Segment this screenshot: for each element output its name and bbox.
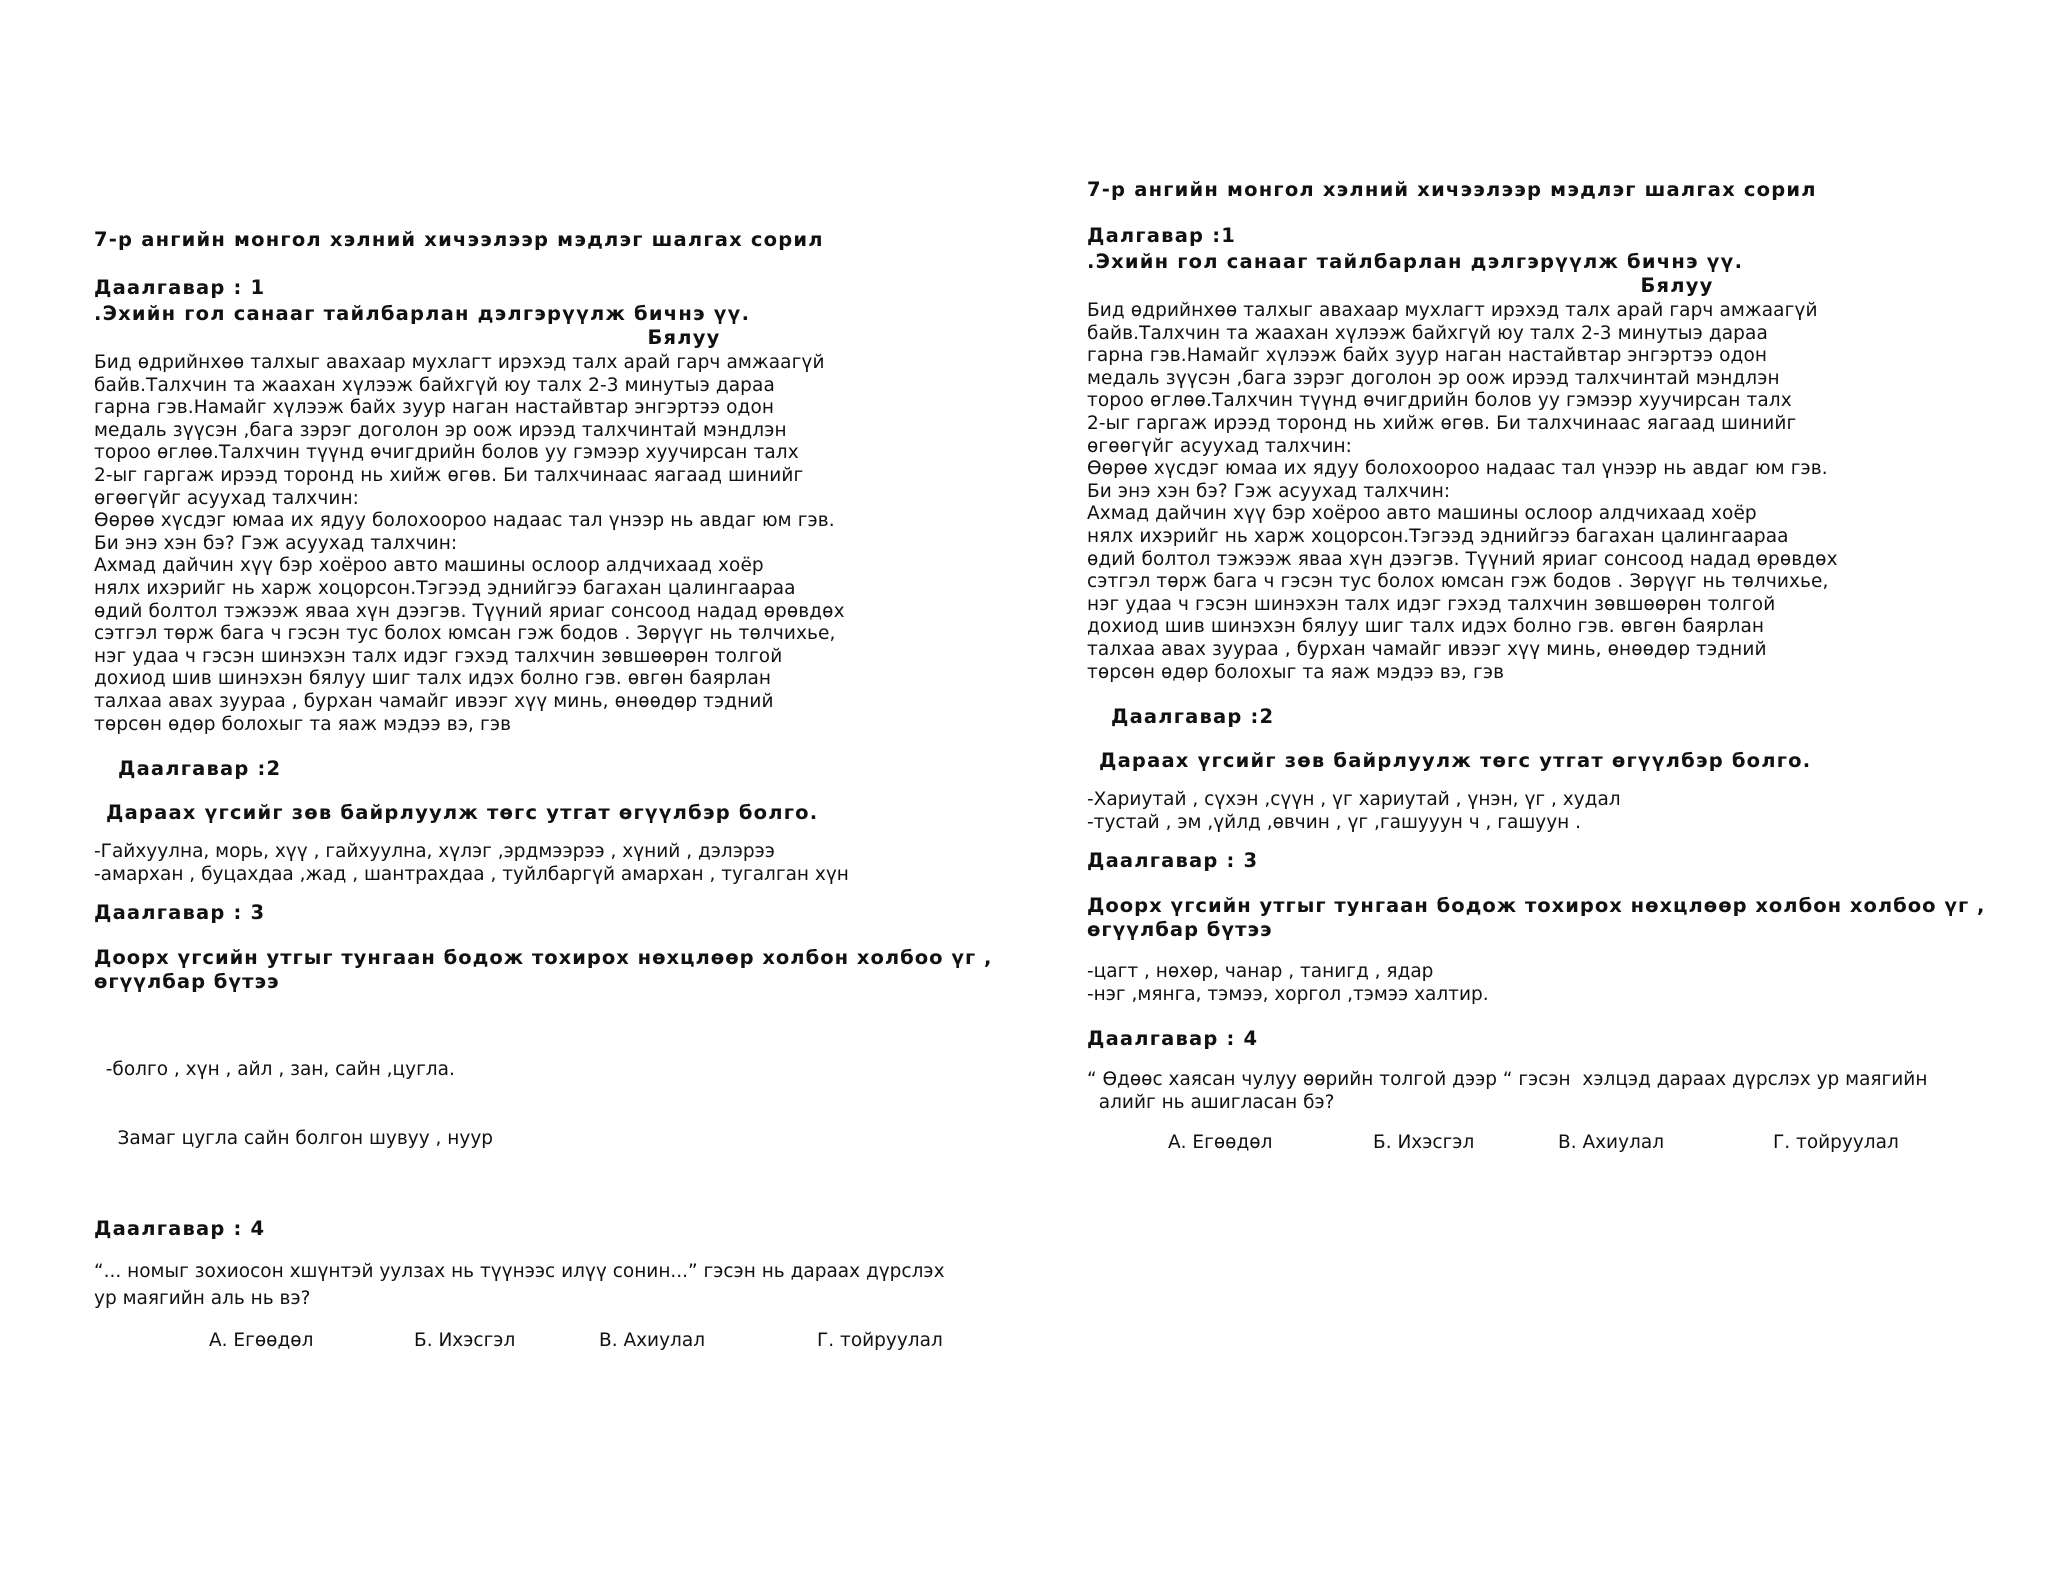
page-title: 7-р ангийн монгол хэлний хичээлээр мэдлэг шалгах сорил [94,228,824,251]
story-title: Бялуу [647,326,721,349]
task1-instruction: .Эхийн гол санааг тайлбарлан дэлгэрүүлж бичнэ үү. [1087,250,1744,273]
story-line: нялх ихэрийг нь харж хоцорсон.Тэгээд эднийгээ багахан цалингаараа [94,577,796,599]
task1-instruction: .Эхийн гол санааг тайлбарлан дэлгэрүүлж бичнэ үү. [94,302,751,325]
story-line: төрсөн өдөр болохыг та яаж мэдээ вэ, гэв [1087,661,1505,683]
option-d[interactable]: Г. тойруулал [817,1330,943,1352]
word-line: Замаг цугла сайн болгон шувуу , нуур [94,1128,494,1150]
story-line: өгөөгүйг асуухад талхчин: [1087,435,1352,457]
word-line: -амархан , буцахдаа ,жад , шантрахдаа , туйлбаргүй амархан , тугалган хүн [94,864,849,886]
story-line: тороо өглөө.Талхчин түүнд өчигдрийн болов уу гэмээр хуучирсан талх [1087,390,1792,412]
question-line: ур маягийн аль нь вэ? [94,1288,311,1310]
option-b[interactable]: Б. Ихэсгэл [414,1330,516,1352]
task3-instruction-line: өгүүлбар бүтээ [94,970,280,994]
story-line: өдий болтол тэжээж яваа хүн дээгэв. Түүний яриаг сонсоод надад өрөвдөх [1087,548,1838,570]
task3-instruction-line: Доорх үгсийн утгыг тунгаан бодож тохирох нөхцлөөр холбон холбоо үг , [1087,894,1986,918]
task4-header: Даалгавар : 4 [94,1217,266,1241]
answer-options [1087,1132,2027,1153]
story-line: талхаа авах зуураа , бурхан чамайг ивээг хүү минь, өнөөдөр тэдний [1087,638,1767,660]
story-line: сэтгэл төрж бага ч гэсэн тус болох юмсан гэж бодов . Зөрүүг нь төлчихье, [94,623,836,645]
story-line: нэг удаа ч гэсэн шинэхэн талх идэг гэхэд талхчин зөвшөөрөн толгой [94,645,783,667]
task2-header: Даалгавар :2 [118,757,282,781]
task2-words [1087,788,2027,834]
story-line: Өөрөө хүсдэг юмаа их ядуу болохоороо надаас тал үнээр нь авдаг юм гэв. [94,510,835,532]
task3-header: Даалгавар : 3 [1087,849,1259,873]
story-line: нэг удаа ч гэсэн шинэхэн талх идэг гэхэд талхчин зөвшөөрөн толгой [1087,593,1776,615]
word-line: -тустай , эм ,үйлд ,өвчин , үг ,гашууун ч , гашуун . [1087,812,1582,834]
story-line: өгөөгүйг асуухад талхчин: [94,487,359,509]
task2-words [94,840,1034,886]
task3-words [1087,960,2027,1006]
task3-words [94,1012,1034,1196]
story-line: Ахмад дайчин хүү бэр хоёроо авто машины ослоор алдчихаад хоёр [1087,503,1757,525]
story-text [94,352,1034,736]
task3-instruction [94,946,1034,994]
story-line: 2-ыг гаргаж ирээд торонд нь хийж өгөв. Би талхчинаас яагаад шинийг [94,464,804,486]
word-line: -нэг ,мянга, тэмээ, хоргол ,тэмээ халтир. [1087,984,1489,1006]
option-a[interactable]: А. Егөөдөл [209,1330,314,1352]
story-line: байв.Талхчин та жаахан хүлээж байхгүй юу талх 2-3 минутыэ дараа [94,374,775,396]
task2-header: Даалгавар :2 [1111,705,1275,729]
option-b[interactable]: Б. Ихэсгэл [1373,1132,1475,1154]
answer-options [94,1330,1034,1351]
story-line: медаль зүүсэн ,бага зэрэг доголон эр оож ирээд талхчинтай мэндлэн [1087,367,1780,389]
story-line: Бид өдрийнхөө талхыг авахаар мухлагт ирэхэд талх арай гарч амжаагүй [94,352,825,373]
question-line: “... номыг зохиосон хшүнтэй уулзах нь түүнээс илүү сонин...” гэсэн нь дараах дүрслэх [94,1261,945,1283]
story-line: байв.Талхчин та жаахан хүлээж байхгүй юу талх 2-3 минутыэ дараа [1087,322,1768,344]
task2-instruction: Дараах үгсийг зөв байрлуулж төгс утгат өгүүлбэр болго. [1099,749,1812,773]
task3-header: Даалгавар : 3 [94,901,266,925]
story-line: өдий болтол тэжээж яваа хүн дээгэв. Түүний яриаг сонсоод надад өрөвдөх [94,600,845,622]
word-line: -болго , хүн , айл , зан, сайн ,цугла. [94,1059,455,1081]
story-line: Бид өдрийнхөө талхыг авахаар мухлагт ирэхэд талх арай гарч амжаагүй [1087,300,1818,321]
option-c[interactable]: В. Ахиулал [599,1330,706,1352]
option-a[interactable]: А. Егөөдөл [1168,1132,1273,1154]
right-test-sheet [1087,178,2027,1153]
task3-instruction-line: өгүүлбар бүтээ [1087,918,1273,942]
task3-instruction-line: Доорх үгсийн утгыг тунгаан бодож тохирох нөхцлөөр холбон холбоо үг , [94,946,993,970]
question-line: “ Өдөөс хаясан чулуу өөрийн толгой дээр “ гэсэн хэлцэд дараах дүрслэх ур маягийн [1087,1069,1928,1091]
task2-instruction: Дараах үгсийг зөв байрлуулж төгс утгат өгүүлбэр болго. [106,801,819,825]
story-line: нялх ихэрийг нь харж хоцорсон.Тэгээд эднийгээ багахан цалингаараа [1087,525,1789,547]
story-line: талхаа авах зуураа , бурхан чамайг ивээг хүү минь, өнөөдөр тэдний [94,690,774,712]
story-line: дохиод шив шинэхэн бялуу шиг талх идэх болно гэв. өвгөн баярлан [1087,616,1765,638]
story-line: Би энэ хэн бэ? Гэж асуухад талхчин: [1087,480,1451,502]
story-line: Өөрөө хүсдэг юмаа их ядуу болохоороо надаас тал үнээр нь авдаг юм гэв. [1087,458,1828,480]
option-c[interactable]: В. Ахиулал [1558,1132,1665,1154]
left-test-sheet [94,228,1034,1351]
word-line: -Гайхуулна, морь, хүү , гайхуулна, хүлэг ,эрдмээрээ , хүний , дэлэрээ [94,841,775,863]
option-d[interactable]: Г. тойруулал [1773,1132,1899,1154]
story-line: Ахмад дайчин хүү бэр хоёроо авто машины ослоор алдчихаад хоёр [94,555,764,577]
story-line: 2-ыг гаргаж ирээд торонд нь хийж өгөв. Би талхчинаас яагаад шинийг [1087,412,1797,434]
task4-header: Даалгавар : 4 [1087,1027,1259,1051]
story-title: Бялуу [1640,274,1714,297]
story-line: тороо өглөө.Талхчин түүнд өчигдрийн болов уу гэмээр хуучирсан талх [94,442,799,464]
question-line: алийг нь ашигласан бэ? [1087,1092,1335,1114]
task4-question [1087,1068,2027,1114]
task1-header: Далгавар :1 [1087,224,1236,247]
story-text [1087,300,2027,684]
word-line: -Хариутай , сүхэн ,сүүн , үг хариутай , үнэн, үг , худал [1087,789,1621,811]
story-line: гарна гэв.Намайг хүлээж байх зуур наган настайвтар энгэртээ одон [1087,345,1768,367]
page-title: 7-р ангийн монгол хэлний хичээлээр мэдлэг шалгах сорил [1087,178,1817,201]
story-line: гарна гэв.Намайг хүлээж байх зуур наган настайвтар энгэртээ одон [94,397,775,419]
story-line: сэтгэл төрж бага ч гэсэн тус болох юмсан гэж бодов . Зөрүүг нь төлчихье, [1087,571,1829,593]
story-line: дохиод шив шинэхэн бялуу шиг талх идэх болно гэв. өвгөн баярлан [94,668,772,690]
story-line: медаль зүүсэн ,бага зэрэг доголон эр оож ирээд талхчинтай мэндлэн [94,419,787,441]
word-line: -цагт , нөхөр, чанар , танигд , ядар [1087,961,1434,983]
task4-question [94,1258,1034,1312]
story-line: Би энэ хэн бэ? Гэж асуухад талхчин: [94,532,458,554]
story-line: төрсөн өдөр болохыг та яаж мэдээ вэ, гэв [94,713,512,735]
task1-header: Даалгавар : 1 [94,276,266,299]
task3-instruction [1087,894,2027,942]
